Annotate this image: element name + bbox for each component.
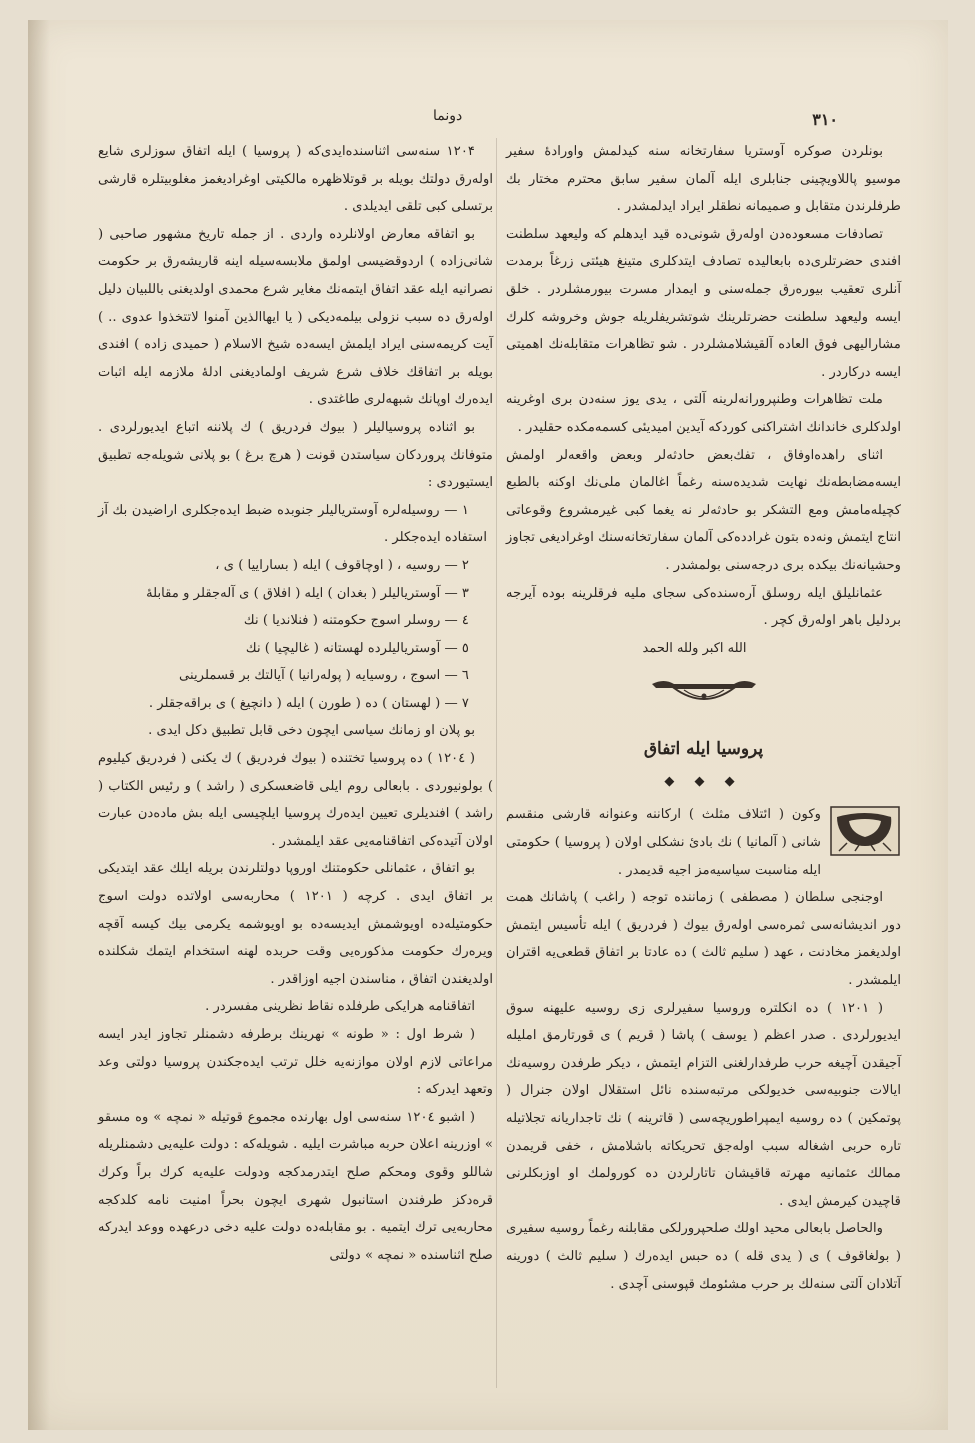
paragraph: وکون ( ائتلاف مثلث ) ارکاننه وعنوانه قارشی منقسم شانی ( آلمانیا ) نك بادئ نشکلی اولان ( پروسیا ) حکومتی ایله مناسبت سیاسیه‌مز اجیه قدیمدر . <box>506 807 821 878</box>
ornament-divider <box>506 676 901 710</box>
paragraph: ( ۱۲۰٤ ) ده پروسیا تختنده ( بیوك فردریق ) ك یکنی ( فردریق کیلیوم ) بولونیوردی . بابعالی روم ایلی قاضعسکری ( راشد ) و رئیس الکتاب ( راشد ) افندیلری تعیین ایده‌رك پروسیا ایلچیسی ایله بش ماده‌دن عبارت اولان آتیده‌کی اتفاقنامه‌یی عقد ایلمشدر . <box>98 751 493 849</box>
paragraph: ( شرط اول : « طونه » نهرینك برطرفه دشمنلر تجاوز ایدر ایسه مراعاتی لازم اولان موازنه‌یه خلل ترتب ایده‌جکندن پروسیا دولتی وعد وتعهد ایدرکه : <box>98 1027 493 1098</box>
paragraph: اوجنجی سلطان ( مصطفی ) زماننده توجه ( راغب ) پاشانك همت دور اندیشانه‌سی ثمره‌سی اوله‌رق بیوك ( فردریق ) ایله تأسیس ایتمش اولدیغمز مخادنت ، عهد ( سلیم ثالث ) ده عادتا بر اتفاق قطعی‌یه اقتران ایلمشدر . <box>506 890 901 989</box>
paragraph: بونلردن صوکره آوستریا سفارتخانه سنه کیدلمش واورادهٔ سفیر موسیو پاللاویچینی جنابلری ایله آلمان سفیر سابق محترم مختار بك طرفلرندن متقابل و صمیمانه نطقلر ایراد ایدلمشدر . <box>506 144 901 215</box>
ornament-icon <box>644 676 764 710</box>
running-title: دونما <box>433 108 463 124</box>
list-item: ۲ — روسیه ، ( اوچاقوف ) ایله ( بساراییا ) ی ، <box>215 557 469 573</box>
paragraph: اثنای راهده‌اوفاق ، تفك‌بعض حادثه‌لر وبعض واقعه‌لر اولمش ایسه‌مضابطه‌نك نهایت شدیده‌سنه رغماً اغالمان ملی‌نك اوکنه بالطبع کچیله‌مامش ومع التشکر بو حادثه‌لر نه یغما کبی غیرمشروع وقوعاتی انتاج ایتمش ونه‌ده بتون غرادده‌کی آلمان سفارتخانه‌سنك اوغرادیغی تجاوز وحشیانه‌نك بیکده بری درجه‌سنی بولمشدر . <box>506 447 901 573</box>
paragraph: بو اتفاقه معارض اولانلرده واردی . از جمله تاریخ مشهور صاحبی ( شانی‌زاده ) اردوقضیسی اولمق ملابسه‌سیله اینه قاریشه‌رق بر حکومت نصرانیه ایله عقد اتفاق ایتمه‌نك مغایر شرع محمدی اولدیغنی باللبیان دلیل اوله‌رق ده سبب نزولی بیلمه‌دیکی ( یا ایهاالذین آمنوا لاتتخذوا عدوی .. ) آیت کریمه‌سنی ایراد ایلمش ایسه‌ده شیخ الاسلام ( حمیدی زاده ) افندی بویله بر اتفاقك خلاف شرع شریف اولمادیغنی ادلهٔ ملازمه ایله اثبات ایده‌رك اوپانك شبهه‌لری طاغتدی . <box>98 226 493 408</box>
section-body <box>506 801 901 884</box>
page-gutter-shadow <box>28 20 50 1430</box>
closing-phrase: الله اکبر ولله الحمد <box>642 640 747 656</box>
page-number: ۳۱۰ <box>812 110 838 129</box>
left-column <box>98 138 493 1418</box>
paragraph: بو پلان او زمانك سیاسی ایچون دخی قابل تطبیق دکل ایدی . <box>148 723 475 739</box>
paragraph: ( اشبو ۱۲۰٤ سنه‌سی اول بهارنده مجموع قوتیله « نمچه » وه مسقو » اوزرینه اعلان حربه مباشرت ایلیه . شویله‌که : دولت علیه‌یی دشمنلریله شاللو وقوی ومحکم صلح ایتدرمدکجه ودولت علیه‌یه کرك براً وکرك قره‌دکز طرفندن استانبول شهری ایچون بحراً امنیت نامه کلدکجه محاربه‌یی ترك ایتمیه . بو مقابله‌ده دولت علیه دخی درعهده ووعد ایدرکه صلح اثناسنده « نمچه » دولتی <box>98 1109 493 1263</box>
paragraph: عثمانلیلق ایله روسلق آره‌سنده‌کی سجای ملیه فرقلرینه بوده آیرجه بردلیل باهر اوله‌رق کچر . <box>506 585 901 629</box>
list-item: ۱ — روسیله‌لره آوستریالیلر جنوبده ضبط ایده‌جکلری اراضیدن بك آز استفاده ایده‌جکلر . <box>98 502 487 546</box>
paragraph: اتفاقنامه هرایکی طرفلده نقاط نظرینی مفسردر . <box>205 999 475 1015</box>
right-column <box>506 138 901 1418</box>
list-item: ۳ — آوستریالیلر ( بغدان ) ایله ( افلاق ) ی آله‌جقلر و مقابلهٔ <box>146 585 469 601</box>
paragraph: بو اثناده پروسیالیلر ( بیوك فردریق ) ك پلاننه اتباع ایدیورلردی . متوفانك پروردکان سیاستدن قونت ( هرچ برغ ) بو پلانی شویله‌جه تطبیق ایستیوردی : <box>98 419 493 491</box>
book-page <box>28 20 948 1430</box>
list-item: ٦ — اسوج ، روسیایه ( پوله‌رانیا ) آیالتك بر قسملرینی <box>179 668 469 684</box>
page-header <box>28 110 948 138</box>
section-stars: ◆ ◆ ◆ <box>664 773 743 789</box>
paragraph: ملت تظاهرات وطنپرورانه‌لرینه آلتی ، یدی یوز سنه‌دن بری اوغرینه اولدکلری خاندانك اشتراکنی کوردکه آیدین امیدیئی کسمه‌مکده حقلیدر . <box>506 392 901 435</box>
paragraph: ۱۲۰۴ سنه‌سی اثناسنده‌ایدی‌که ( پروسیا ) ایله اتفاق سوزلری شایع اوله‌رق دولتك بویله بر قوتلاظهره مالکیتی اوغرادیغمز مغلوبیتلره قارشی برتسلی کبی تلقی ایدیلدی . <box>98 144 493 215</box>
paragraph: تصادفات مسعوده‌دن اوله‌رق شونی‌ده قید ایدهلم که ولیعهد سلطنت افندی حضرتلری‌ده بابعالیده تصادف ایتدکلری متینغ هیئتی زرغاً برمدت آنلری تعقیب بیوره‌رق جمله‌سنی و ایمدار مسرت بیورمشلردر . خلق ایسه ولیعهد سلطنت حضرتلرینك شوتشریفلریله جوش وخروشه کلرك مشارالیهی فوق العاده آلقیشلامشلردر . شو تظاهرات متقابله‌نك اهمیتی ایسه درکاردر . <box>506 226 901 380</box>
column-divider <box>496 138 497 1388</box>
list-item: ٥ — آوستریالیلرده لهستانه ( غاليچيا ) نك <box>245 640 469 656</box>
section-title: پروسیا ایله اتفاق <box>643 739 764 760</box>
paragraph: والحاصل بابعالی محید اولك صلحپرورلکی مقابلنه رغماً روسیه سفیری ( بولغاقوف ) ی ( یدی قله ) ده حبس ایده‌رك ( سلیم ثالث ) دورینه آتلادان آلتی سنه‌لك بر حرب مشئومك قپوسنی آچدی . <box>506 1221 901 1292</box>
paragraph: ( ۱۲۰۱ ) ده انکلتره وروسیا سفیرلری زی روسیه علیهنه سوق ایدیورلردی . صدر اعظم ( یوسف ) پاشا ( قریم ) ی قورتارمق املیله آجیقدن آچیغه حرب طرفدارلغنی التزام ایتمش ، دیکر طرفدن روسیه‌نك ایالات جنوبیه‌سی خدیولکی مرتبه‌سنده نائل استقلال اولان جنرال ( پوتمکین ) ده روسیه ایمپراطوریچه‌سی ( قاترینه ) نك تاجداریانه تجلاتیله تاره حربی اشغاله سبب اوله‌جق تحریکاته باشلامش ، خفی قریمدن ممالك عثمانیه مهرته قاقیشان تاتارلردن ده کورولمك او اوزبكلرنی قاچیدن کیرمش ایدی . <box>506 1000 901 1209</box>
decorative-initial-letter-icon <box>829 803 901 859</box>
list-item: ٤ — روسلر اسوج حکومتنه ( فنلاندیا ) نك <box>243 613 469 629</box>
paragraph: بو اتفاق ، عثمانلی حکومتنك اوروپا دولتلرندن بریله ایلك عقد ایتدیکی بر اتفاق ایدی . کرچه ( ۱۲۰۱ ) محاربه‌سی اولاتده دولت اسوج حکومتیله‌ده اویوشمش ایدیسه‌ده بو اویوشمه یکرمی بیك کیسه آقچه ویره‌رك حکومت مذکوره‌یی وقت حربده لهنه استخدام ایتمك شکلنده اولدیغندن اتفاق ، مناسندن اجیه اوزاقدر . <box>98 861 494 987</box>
list-item: ٧ — ( لهستان ) ده ( طورن ) ایله ( دانچیغ ) ی براقه‌جقلر . <box>148 695 469 711</box>
